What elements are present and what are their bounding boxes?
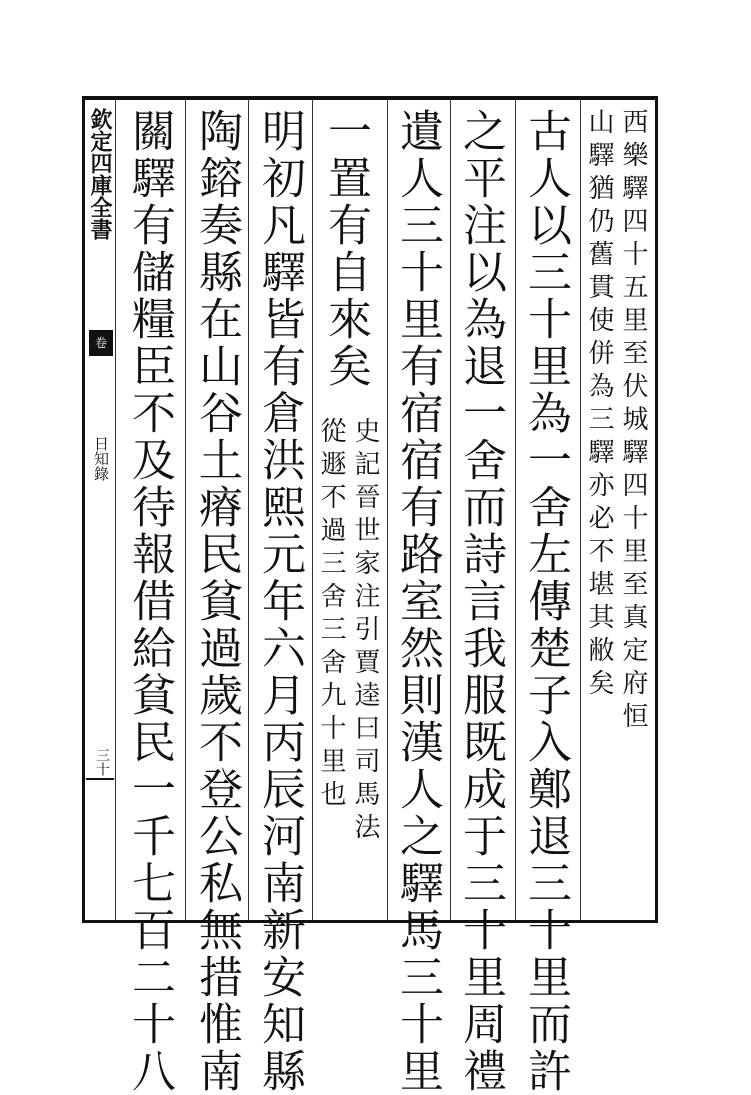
margin-book-title: 日知錄 xyxy=(92,436,110,481)
frame-right-border xyxy=(655,96,658,923)
text-column-11: 關驛有儲糧臣不及待報借給貧民一千七百二十八 xyxy=(124,108,175,1095)
text-column-3: 古人以三十里為一舍左傳楚子入鄭退三十里而許 xyxy=(520,108,571,1095)
column-rule xyxy=(115,100,116,920)
column-rule xyxy=(248,100,249,920)
column-rule xyxy=(450,100,451,920)
annotation-column-1: 西樂驛四十五里至伏城驛四十里至真定府恒 xyxy=(618,108,648,735)
text-column-5: 遺人三十里有宿宿有路室然則漢人之驛馬三十里 xyxy=(392,108,443,1095)
text-column-4: 之平注以為退一舍而詩言我服既成于三十里周禮 xyxy=(455,108,506,1095)
column-rule xyxy=(312,100,313,920)
text-column-10: 陶鎔奏縣在山谷土瘠民貧過歲不登公私無措惟南 xyxy=(191,108,242,1095)
margin-volume-block: 卷 xyxy=(89,330,113,356)
annotation-column-8: 從遯不過三舍三舍九十里也 xyxy=(316,417,346,813)
margin-title: 欽定四庫全書 xyxy=(87,108,113,240)
annotation-column-7: 史記晉世家注引賈逵曰司馬法 xyxy=(350,417,380,846)
text-column-9: 明初凡驛皆有倉洪熙元年六月丙辰河南新安知縣 xyxy=(254,108,305,1095)
column-rule xyxy=(580,100,581,920)
annotation-column-2: 山驛猶仍舊貫使併為三驛亦必不堪其敝矣 xyxy=(584,108,614,702)
column-rule xyxy=(387,100,388,920)
text-column-6: 一置有自來矣 xyxy=(320,108,371,390)
margin-fishtail-mark xyxy=(86,778,114,780)
column-rule xyxy=(515,100,516,920)
frame-top-border xyxy=(82,96,658,100)
margin-page-number: 三十 xyxy=(94,748,110,776)
column-rule xyxy=(185,100,186,920)
